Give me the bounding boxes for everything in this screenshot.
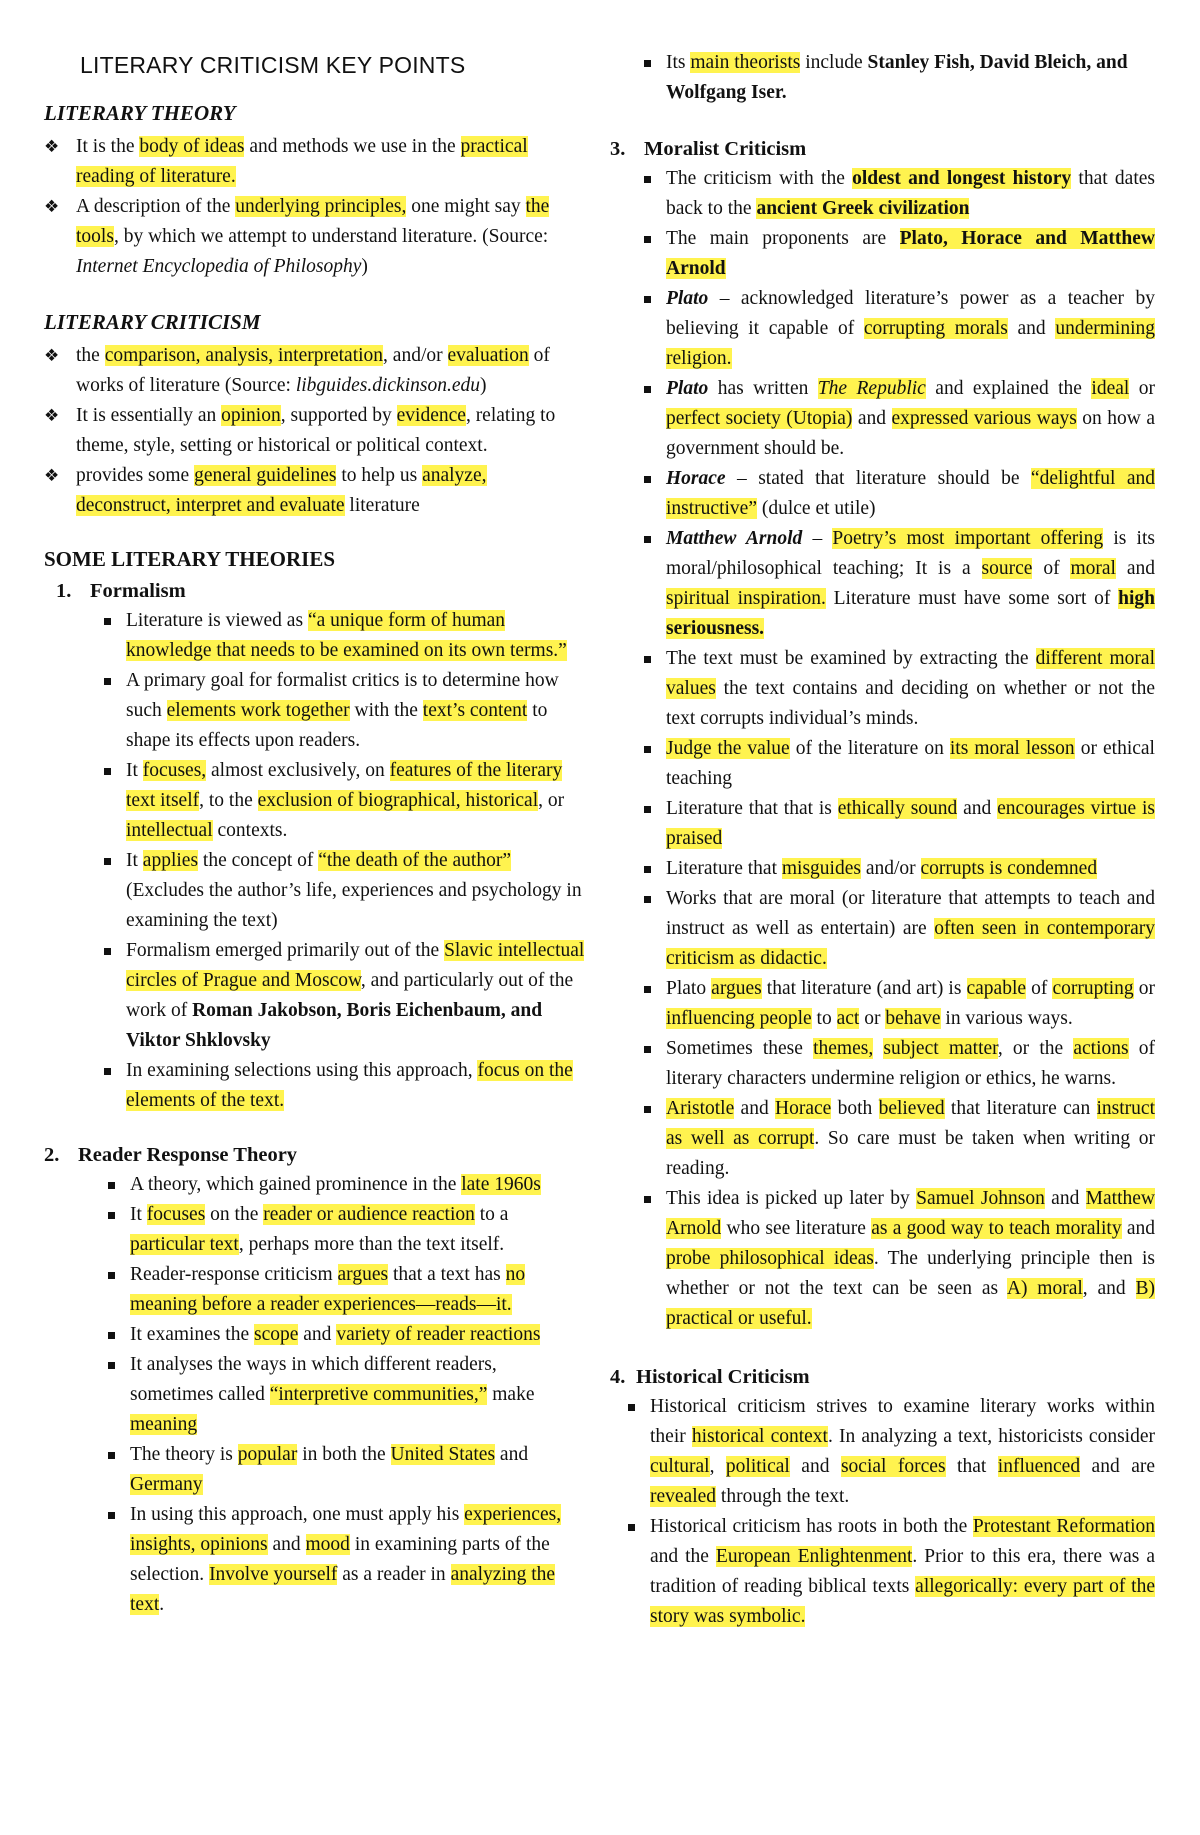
highlighted-text: evidence: [396, 405, 466, 426]
text-run: , by which we attempt to understand literature. (Source:: [113, 226, 549, 247]
text-run: both: [831, 1098, 879, 1119]
text-run: ,: [709, 1456, 726, 1477]
square-bullet-item: [638, 1034, 1155, 1094]
highlighted-text: Matthew Arnold: [666, 1188, 1155, 1239]
highlighted-text: allegorically: every part of the story was symbolic.: [650, 1576, 1155, 1627]
highlighted-text: misguides: [781, 858, 861, 879]
highlighted-text: influenced: [997, 1456, 1081, 1477]
historical-number: 4.: [610, 1366, 626, 1388]
text-run: It: [126, 760, 143, 781]
some-theories-heading: SOME LITERARY THEORIES: [44, 547, 336, 571]
moralist-heading: [610, 134, 1155, 164]
text-run: It analyses the ways in which different readers, sometimes called: [130, 1354, 497, 1405]
text-run: Historical criticism strives to examine literary works within their: [650, 1396, 1155, 1447]
text-run: . The underlying principle then is whether or not the text can be seen as: [666, 1248, 1155, 1299]
historical-heading: [610, 1362, 1155, 1392]
highlighted-text: corrupting morals: [863, 318, 1008, 339]
list-item: [44, 401, 585, 461]
text-run: to: [811, 1008, 837, 1029]
text-run: The theory is: [130, 1444, 238, 1465]
text-run: to shape its effects upon readers.: [126, 700, 548, 751]
highlighted-text: B) practical or useful.: [666, 1278, 1156, 1329]
text-run: , or: [538, 790, 565, 811]
highlighted-text: Germany: [130, 1474, 203, 1495]
square-bullet-item: [102, 1170, 585, 1200]
text-run: is its moral/philosophical teaching; It is a: [666, 528, 1155, 579]
reader-response-number: 2.: [44, 1144, 60, 1166]
highlighted-text: actions: [1073, 1038, 1129, 1059]
highlighted-text: Protestant Reformation: [972, 1516, 1155, 1537]
text-run: The text must be examined by extracting the: [666, 648, 1036, 669]
square-bullet-item: [638, 464, 1155, 524]
highlighted-text: comparison, analysis, interpretation: [104, 345, 384, 366]
highlighted-text: source: [981, 558, 1033, 579]
text-run: the concept of: [198, 850, 319, 871]
highlighted-text: opinion: [221, 405, 281, 426]
text-run: contexts.: [212, 820, 288, 841]
text-run: A primary goal for formalist critics is to determine how such: [126, 670, 559, 721]
highlighted-text: instruct as well as corrupt: [666, 1098, 1155, 1149]
highlighted-text: behave: [885, 1008, 941, 1029]
diamond-bullet-icon: ❖: [44, 406, 60, 426]
text-run: Roman Jakobson, Boris Eichenbaum, and Viktor Shklovsky: [126, 1000, 543, 1051]
text-run: ): [361, 256, 368, 277]
highlighted-text: spiritual inspiration.: [666, 588, 826, 609]
moralist-number: 3.: [610, 138, 626, 160]
formalism-number: 1.: [56, 580, 72, 602]
text-run: Its: [666, 52, 691, 73]
text-run: The criticism with the: [666, 168, 853, 189]
highlighted-text: moral: [1070, 558, 1116, 579]
square-bullet-item: [638, 1184, 1155, 1334]
text-run: This idea is picked up later by: [666, 1188, 917, 1209]
highlighted-text: analyze, deconstruct, interpret and evaluate: [76, 465, 487, 516]
highlighted-text: encourages virtue is praised: [666, 798, 1156, 849]
text-run: that literature can: [944, 1098, 1097, 1119]
literary-theory-heading: LITERARY THEORY: [44, 101, 236, 125]
literary-theory-list: [44, 132, 585, 282]
text-run: Literature is viewed as: [126, 610, 308, 631]
highlighted-text: argues: [337, 1264, 389, 1285]
list-item: [44, 341, 585, 401]
highlighted-text: “a unique form of human knowledge that needs to be examined on its own terms.”: [126, 610, 567, 661]
diamond-bullet-icon: ❖: [44, 466, 60, 486]
highlighted-text: late 1960s: [461, 1174, 541, 1195]
highlighted-text: as a good way to teach morality: [871, 1218, 1122, 1239]
square-bullet-item: [638, 374, 1155, 464]
text-run: and explained the: [925, 378, 1092, 399]
text-run: on how a government should be.: [666, 408, 1155, 459]
square-bullet-item: [98, 846, 585, 936]
text-run: of the literature on: [789, 738, 950, 759]
highlighted-text: ancient Greek civilization: [756, 198, 970, 219]
square-bullet-item: [638, 48, 1155, 108]
highlighted-text: act: [836, 1008, 860, 1029]
formalism-title: Formalism: [90, 580, 186, 602]
highlighted-text: revealed: [650, 1486, 717, 1507]
highlighted-text: experiences, insights, opinions: [130, 1504, 562, 1555]
square-bullet-item: [638, 1094, 1155, 1184]
square-bullet-item: [622, 1392, 1155, 1512]
text-run: and: [495, 1444, 529, 1465]
highlighted-text: political: [725, 1456, 790, 1477]
highlighted-text: ethically sound: [837, 798, 958, 819]
text-run: the text contains and deciding on whether or not the text corrupts individual’s minds.: [666, 678, 1155, 729]
right-column: [610, 48, 1155, 1632]
highlighted-text: influencing people: [666, 1008, 812, 1029]
reader-response-list: [102, 1170, 585, 1620]
historical-title: Historical Criticism: [636, 1366, 810, 1388]
text-run: Plato: [666, 288, 709, 309]
reader-response-heading: [44, 1140, 585, 1170]
text-run: on the: [205, 1204, 264, 1225]
square-bullet-item: [638, 164, 1155, 224]
highlighted-text: analyzing the text: [130, 1564, 556, 1615]
square-bullet-item: [102, 1260, 585, 1320]
text-run: Works that are moral (or literature that attempts to teach and instruct as well as entertain) are: [666, 888, 1155, 939]
list-item: [44, 461, 585, 521]
highlighted-text: reader or audience reaction: [263, 1204, 475, 1225]
highlighted-text: applies: [142, 850, 199, 871]
highlighted-text: popular: [237, 1444, 298, 1465]
highlighted-text: A) moral: [1006, 1278, 1083, 1299]
text-run: and/or: [860, 858, 921, 879]
text-run: that literature (and art) is: [761, 978, 967, 999]
text-run: literature: [344, 495, 420, 516]
square-bullet-item: [102, 1350, 585, 1440]
square-bullet-item: [638, 734, 1155, 794]
highlighted-text: often seen in contemporary criticism as didactic.: [666, 918, 1156, 969]
text-run: through the text.: [716, 1486, 850, 1507]
highlighted-text: mood: [305, 1534, 350, 1555]
highlighted-text: Poetry’s most important offering: [832, 528, 1104, 549]
text-run: Horace: [666, 468, 726, 489]
text-run: . So care must be taken when writing or reading.: [666, 1128, 1156, 1179]
text-run: Historical criticism has roots in both the: [650, 1516, 973, 1537]
text-run: to help us: [336, 465, 423, 486]
text-run: that: [945, 1456, 998, 1477]
text-run: or: [1129, 378, 1156, 399]
text-run: or: [859, 1008, 886, 1029]
text-run: [873, 1038, 883, 1059]
text-run: , relating to theme, style, setting or historical or political context.: [76, 405, 556, 456]
highlighted-text: intellectual: [126, 820, 213, 841]
text-run: Literature must have some sort of: [825, 588, 1119, 609]
text-run: (dulce et utile): [756, 498, 876, 519]
diamond-bullet-icon: ❖: [44, 197, 60, 217]
highlighted-text: perfect society (Utopia): [666, 408, 853, 429]
square-bullet-item: [102, 1320, 585, 1350]
text-run: Literature that that is: [666, 798, 838, 819]
highlighted-text: main theorists: [690, 52, 801, 73]
text-run: libguides.dickinson.edu: [295, 375, 480, 396]
highlighted-text: practical reading of literature.: [76, 136, 528, 187]
text-run: that a text has: [388, 1264, 506, 1285]
text-run: and methods we use in the: [244, 136, 461, 157]
highlighted-text: the tools: [76, 196, 550, 247]
text-run: – acknowledged literature’s power as a teacher by believing it capable of: [666, 288, 1155, 339]
highlighted-text: capable: [966, 978, 1027, 999]
text-run: It is essentially an: [76, 405, 222, 426]
highlighted-text: body of ideas: [139, 136, 245, 157]
reader-response-title: Reader Response Theory: [78, 1144, 298, 1166]
text-run: to a: [474, 1204, 509, 1225]
highlighted-text: corrupting: [1052, 978, 1134, 999]
highlighted-text: The Republic: [817, 378, 926, 399]
text-run: – stated that literature should be: [725, 468, 1031, 489]
text-run: It: [126, 850, 143, 871]
highlighted-text: believed: [878, 1098, 945, 1119]
highlighted-text: text’s content: [422, 700, 528, 721]
square-bullet-item: [638, 224, 1155, 284]
text-run: , perhaps more than the text itself.: [238, 1234, 505, 1255]
highlighted-text: different moral values: [666, 648, 1155, 699]
highlighted-text: its moral lesson: [949, 738, 1075, 759]
text-run: and: [1121, 1218, 1156, 1239]
highlighted-text: Plato, Horace and Matthew Arnold: [666, 228, 1156, 279]
highlighted-text: no meaning before a reader experiences—reads—it.: [130, 1264, 526, 1315]
highlighted-text: social forces: [840, 1456, 946, 1477]
text-run: and the: [650, 1546, 716, 1567]
square-bullet-item: [102, 1440, 585, 1500]
highlighted-text: oldest and longest history: [852, 168, 1072, 189]
text-run: A theory, which gained prominence in the: [130, 1174, 462, 1195]
highlighted-text: Aristotle: [666, 1098, 735, 1119]
historical-list: [622, 1392, 1155, 1632]
highlighted-text: “the death of the author”: [318, 850, 511, 871]
text-run: A description of the: [76, 196, 236, 217]
square-bullet-item: [98, 666, 585, 756]
highlighted-text: Slavic intellectual circles of Prague and Moscow: [126, 940, 585, 991]
highlighted-text: European Enlightenment: [715, 1546, 913, 1567]
highlighted-text: “delightful and instructive”: [666, 468, 1155, 519]
highlighted-text: particular text: [130, 1234, 239, 1255]
text-run: Plato: [666, 378, 709, 399]
highlighted-text: “interpretive communities,”: [269, 1384, 488, 1405]
text-run: in various ways.: [940, 1008, 1073, 1029]
text-run: make: [487, 1384, 535, 1405]
square-bullet-item: [98, 756, 585, 846]
moralist-list: [638, 164, 1155, 1334]
text-run: and: [1007, 318, 1056, 339]
square-bullet-item: [638, 884, 1155, 974]
highlighted-text: United States: [390, 1444, 496, 1465]
square-bullet-item: [638, 284, 1155, 374]
text-run: or: [1133, 978, 1155, 999]
highlighted-text: focus on the elements of the text.: [126, 1060, 573, 1111]
square-bullet-item: [638, 974, 1155, 1034]
text-run: (Excludes the author’s life, experiences and psychology in examining the text): [126, 880, 582, 931]
text-run: , to the: [199, 790, 258, 811]
text-run: In examining selections using this approach,: [126, 1060, 478, 1081]
highlighted-text: Involve yourself: [209, 1564, 338, 1585]
moralist-title: Moralist Criticism: [644, 138, 807, 160]
text-run: Stanley Fish, David Bleich, and Wolfgang Iser.: [666, 52, 1128, 103]
list-item: [44, 132, 585, 192]
square-bullet-item: [622, 1512, 1155, 1632]
highlighted-text: general guidelines: [194, 465, 337, 486]
diamond-bullet-icon: ❖: [44, 346, 60, 366]
literary-criticism-heading: LITERARY CRITICISM: [44, 310, 261, 334]
highlighted-text: probe philosophical ideas: [666, 1248, 874, 1269]
text-run: and: [734, 1098, 775, 1119]
text-run: and: [789, 1456, 841, 1477]
square-bullet-item: [638, 644, 1155, 734]
square-bullet-item: [638, 854, 1155, 884]
document-title: LITERARY CRITICISM KEY POINTS: [80, 52, 466, 78]
diamond-bullet-icon: ❖: [44, 137, 60, 157]
text-run: It is the: [76, 136, 140, 157]
text-run: and: [298, 1324, 337, 1345]
text-run: , and: [1082, 1278, 1136, 1299]
text-run: that dates back to the: [666, 168, 1155, 219]
text-run: The main proponents are: [666, 228, 900, 249]
highlighted-text: expressed various ways: [891, 408, 1077, 429]
text-run: Internet Encyclopedia of Philosophy: [76, 256, 362, 277]
text-run: of works of literature (Source:: [76, 345, 550, 396]
text-run: , and particularly out of the work of: [126, 970, 574, 1021]
text-run: in examining parts of the selection.: [130, 1534, 550, 1585]
list-item: [44, 192, 585, 282]
square-bullet-item: [98, 1056, 585, 1116]
highlighted-text: evaluation: [447, 345, 529, 366]
text-run: Literature that: [666, 858, 782, 879]
text-run: In using this approach, one must apply his: [130, 1504, 465, 1525]
text-run: . Prior to this era, there was a tradition of reading biblical texts: [650, 1546, 1155, 1597]
text-run: with the: [349, 700, 423, 721]
highlighted-text: exclusion of biographical, historical: [257, 790, 539, 811]
text-run: and: [957, 798, 998, 819]
text-run: Formalism emerged primarily out of the: [126, 940, 445, 961]
highlighted-text: high seriousness.: [666, 588, 1155, 639]
highlighted-text: ideal: [1091, 378, 1130, 399]
text-run: one might say: [406, 196, 526, 217]
highlighted-text: scope: [254, 1324, 299, 1345]
text-run: and: [267, 1534, 306, 1555]
text-run: Reader-response criticism: [130, 1264, 338, 1285]
text-run: as a reader in: [337, 1564, 451, 1585]
square-bullet-item: [102, 1200, 585, 1260]
highlighted-text: focuses,: [142, 760, 207, 781]
left-column: [40, 44, 585, 1620]
formalism-list: [98, 606, 585, 1116]
literary-criticism-list: [44, 341, 585, 521]
highlighted-text: elements work together: [166, 700, 350, 721]
text-run: and: [852, 408, 892, 429]
text-run: of literary characters undermine religion or ethics, he warns.: [666, 1038, 1156, 1089]
highlighted-text: subject matter: [883, 1038, 998, 1059]
highlighted-text: focuses: [146, 1204, 206, 1225]
text-run: of: [1032, 558, 1071, 579]
text-run: It: [130, 1204, 147, 1225]
square-bullet-item: [102, 1500, 585, 1620]
highlighted-text: historical context: [691, 1426, 828, 1447]
text-run: –: [802, 528, 833, 549]
square-bullet-item: [638, 794, 1155, 854]
text-run: Plato: [666, 978, 712, 999]
highlighted-text: cultural: [650, 1456, 710, 1477]
text-run: and are: [1080, 1456, 1156, 1477]
text-run: or ethical teaching: [666, 738, 1155, 789]
text-run: include: [800, 52, 868, 73]
text-run: Matthew Arnold: [666, 528, 803, 549]
text-run: and: [1044, 1188, 1086, 1209]
text-run: of: [1026, 978, 1053, 999]
square-bullet-item: [638, 524, 1155, 644]
text-run: almost exclusively, on: [206, 760, 390, 781]
text-run: provides some: [76, 465, 195, 486]
highlighted-text: meaning: [130, 1414, 198, 1435]
text-run: , supported by: [280, 405, 397, 426]
highlighted-text: Judge the value: [666, 738, 790, 759]
text-run: and: [1115, 558, 1156, 579]
highlighted-text: argues: [711, 978, 762, 999]
highlighted-text: themes,: [813, 1038, 874, 1059]
text-run: who see literature: [721, 1218, 872, 1239]
text-run: . In analyzing a text, historicists consider: [827, 1426, 1155, 1447]
highlighted-text: Samuel Johnson: [916, 1188, 1045, 1209]
text-run: , and/or: [383, 345, 448, 366]
highlighted-text: undermining religion.: [666, 318, 1155, 369]
text-run: Sometimes these: [666, 1038, 814, 1059]
text-run: has written: [708, 378, 818, 399]
text-run: , or the: [997, 1038, 1074, 1059]
reader-response-list-continued: [638, 48, 1155, 108]
text-run: ): [479, 375, 487, 396]
text-run: It examines the: [130, 1324, 254, 1345]
highlighted-text: corrupts is condemned: [920, 858, 1098, 879]
highlighted-text: features of the literary text itself: [126, 760, 563, 811]
square-bullet-item: [98, 606, 585, 666]
highlighted-text: underlying principles,: [235, 196, 407, 217]
highlighted-text: Horace: [775, 1098, 832, 1119]
text-run: .: [159, 1594, 165, 1615]
text-run: in both the: [297, 1444, 391, 1465]
formalism-heading: [56, 576, 585, 606]
square-bullet-item: [98, 936, 585, 1056]
text-run: the: [76, 345, 105, 366]
highlighted-text: variety of reader reactions: [336, 1324, 541, 1345]
